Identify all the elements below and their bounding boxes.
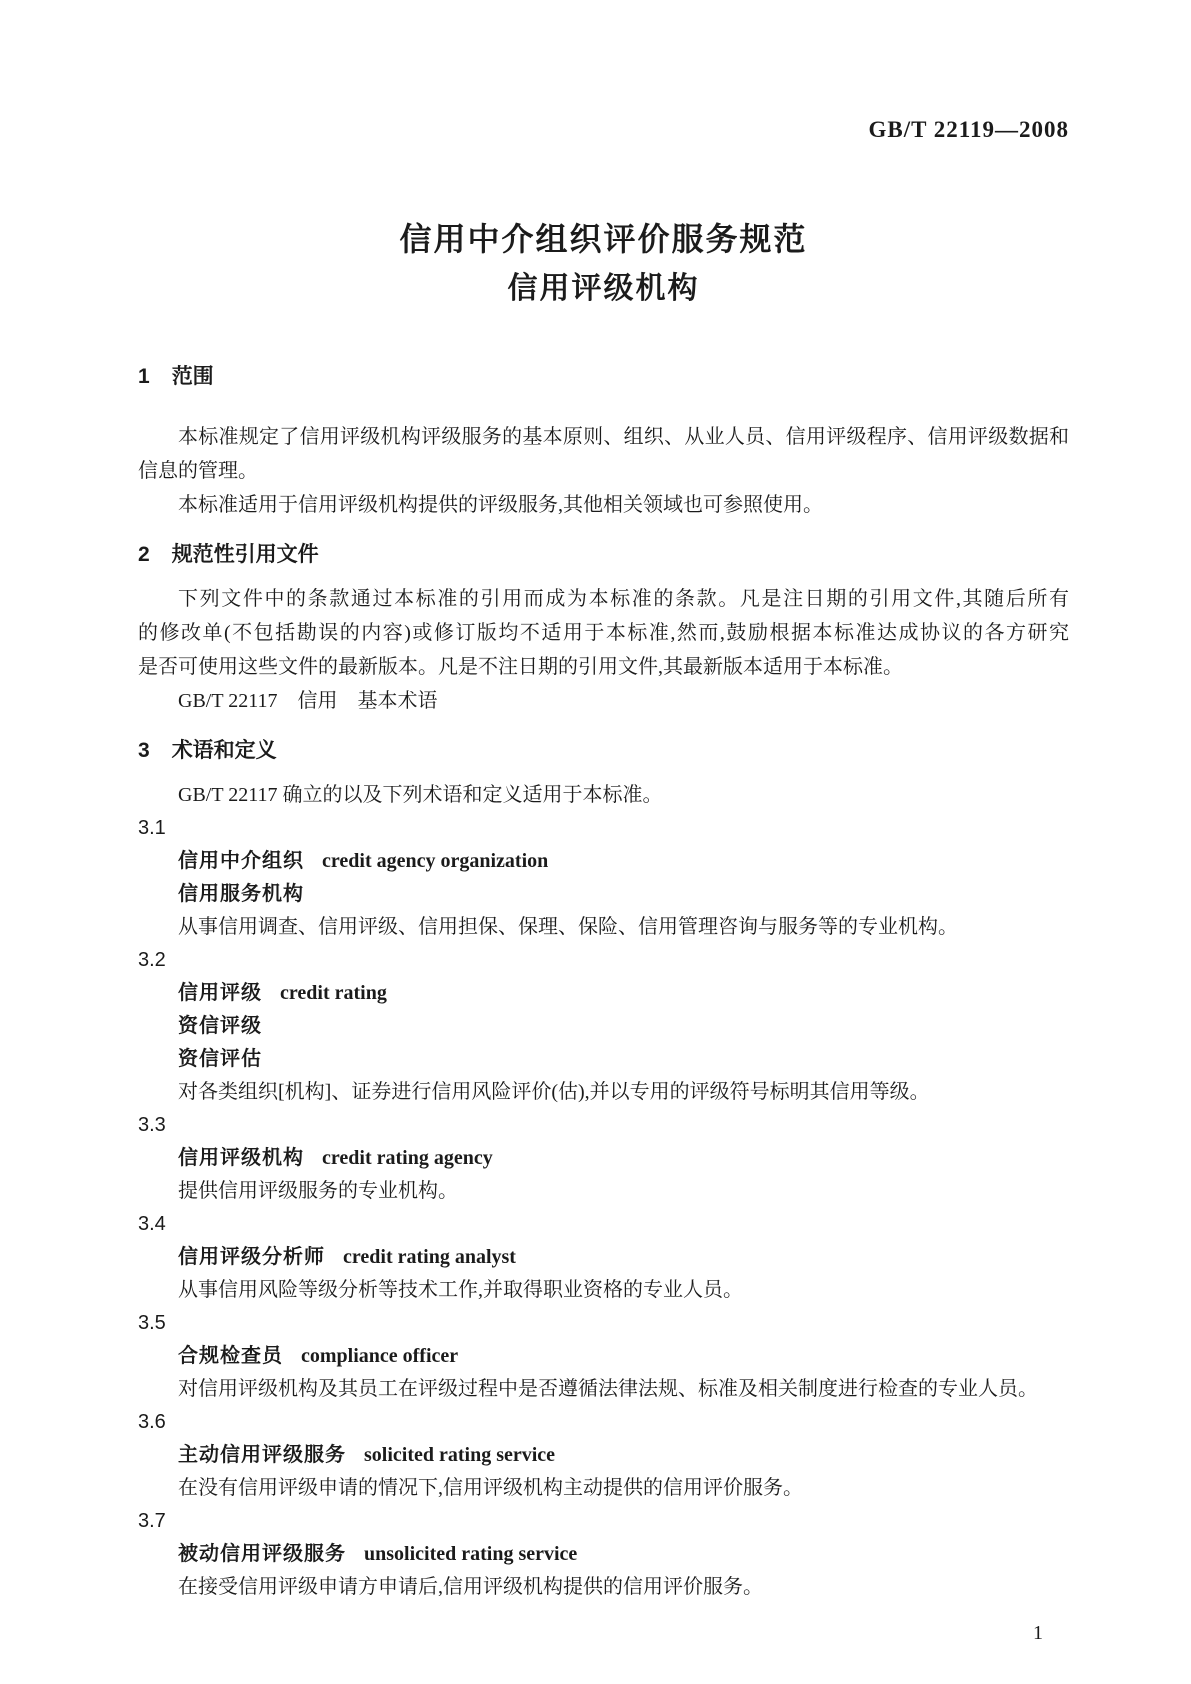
paragraph-line: 的修改单(不包括勘误的内容)或修订版均不适用于本标准,然而,鼓励根据本标准达成协议的各方研究 — [138, 622, 1069, 644]
term-number: 3.5 — [138, 1312, 166, 1334]
term-zh: 信用中介组织 — [178, 850, 304, 872]
term-number: 3.3 — [138, 1114, 166, 1136]
term-line — [138, 1241, 1069, 1274]
section-number: 2 — [138, 543, 150, 566]
term-synonym: 资信评估 — [178, 1048, 262, 1070]
term-definition: 在接受信用评级申请方申请后,信用评级机构提供的信用评价服务。 — [178, 1576, 763, 1598]
term-en: credit rating analyst — [343, 1246, 516, 1268]
term-synonym: 资信评级 — [178, 1015, 262, 1037]
paragraph-line: 是否可使用这些文件的最新版本。凡是不注日期的引用文件,其最新版本适用于本标准。 — [138, 656, 903, 678]
term-en: credit rating — [280, 982, 387, 1004]
term-line — [138, 1340, 1069, 1373]
section-number: 3 — [138, 739, 150, 762]
section-title: 术语和定义 — [171, 739, 277, 762]
term-zh: 合规检查员 — [178, 1345, 283, 1367]
term-number: 3.2 — [138, 949, 166, 971]
term-line — [138, 977, 1069, 1010]
term-zh: 信用评级分析师 — [178, 1246, 325, 1268]
term-line — [138, 1538, 1069, 1571]
paragraph-line: 本标准规定了信用评级机构评级服务的基本原则、组织、从业人员、信用评级程序、信用评级数据和 — [178, 426, 1069, 448]
term-zh: 信用评级机构 — [178, 1147, 304, 1169]
document-title: 信用中介组织评价服务规范 — [399, 221, 808, 257]
term-synonym: 信用服务机构 — [178, 883, 304, 905]
term-definition: 对各类组织[机构]、证券进行信用风险评价(估),并以专用的评级符号标明其信用等级。 — [178, 1081, 930, 1103]
section-title: 规范性引用文件 — [171, 543, 319, 566]
term-zh: 主动信用评级服务 — [178, 1444, 346, 1466]
standard-code: GB/T 22119—2008 — [868, 117, 1069, 142]
section-heading-normative-references — [138, 538, 1069, 572]
term-definition: 对信用评级机构及其员工在评级过程中是否遵循法律法规、标准及相关制度进行检查的专业人员。 — [178, 1378, 1038, 1400]
term-en: credit agency organization — [322, 850, 549, 872]
term-en: credit rating agency — [322, 1147, 493, 1169]
term-number: 3.4 — [138, 1213, 166, 1235]
term-block — [138, 944, 1069, 1109]
term-zh: 信用评级 — [178, 982, 262, 1004]
terms-intro-line: GB/T 22117 确立的以及下列术语和定义适用于本标准。 — [178, 784, 663, 806]
term-definition: 从事信用风险等级分析等技术工作,并取得职业资格的专业人员。 — [178, 1279, 743, 1301]
term-block — [138, 1406, 1069, 1505]
paragraph-line: 本标准适用于信用评级机构提供的评级服务,其他相关领域也可参照使用。 — [178, 494, 823, 516]
term-definition: 在没有信用评级申请的情况下,信用评级机构主动提供的信用评价服务。 — [178, 1477, 803, 1499]
term-en: unsolicited rating service — [364, 1543, 578, 1565]
normative-reference-entry: GB/T 22117 信用 基本术语 — [178, 690, 438, 712]
page-number: 1 — [1033, 1622, 1043, 1644]
term-number: 3.1 — [138, 817, 166, 839]
term-block — [138, 812, 1069, 944]
term-block — [138, 1307, 1069, 1406]
paragraph-line: 下列文件中的条款通过本标准的引用而成为本标准的条款。凡是注日期的引用文件,其随后所有 — [178, 588, 1069, 610]
term-number: 3.6 — [138, 1411, 166, 1433]
term-definition: 从事信用调查、信用评级、信用担保、保理、保险、信用管理咨询与服务等的专业机构。 — [178, 916, 958, 938]
term-line — [138, 1439, 1069, 1472]
term-zh: 被动信用评级服务 — [178, 1543, 346, 1565]
term-block — [138, 1505, 1069, 1604]
term-block — [138, 1109, 1069, 1208]
section-heading-terms-definitions — [138, 734, 1069, 768]
term-definition: 提供信用评级服务的专业机构。 — [178, 1180, 458, 1202]
term-line — [138, 845, 1069, 878]
section-number: 1 — [138, 365, 150, 388]
term-number: 3.7 — [138, 1510, 166, 1532]
term-en: solicited rating service — [364, 1444, 556, 1466]
term-block — [138, 1208, 1069, 1307]
paragraph-line: 信息的管理。 — [138, 460, 258, 482]
term-line — [138, 1142, 1069, 1175]
document-subtitle: 信用评级机构 — [507, 272, 700, 305]
term-en: compliance officer — [301, 1345, 459, 1367]
section-heading-scope — [138, 360, 1069, 394]
section-title: 范围 — [171, 365, 214, 388]
